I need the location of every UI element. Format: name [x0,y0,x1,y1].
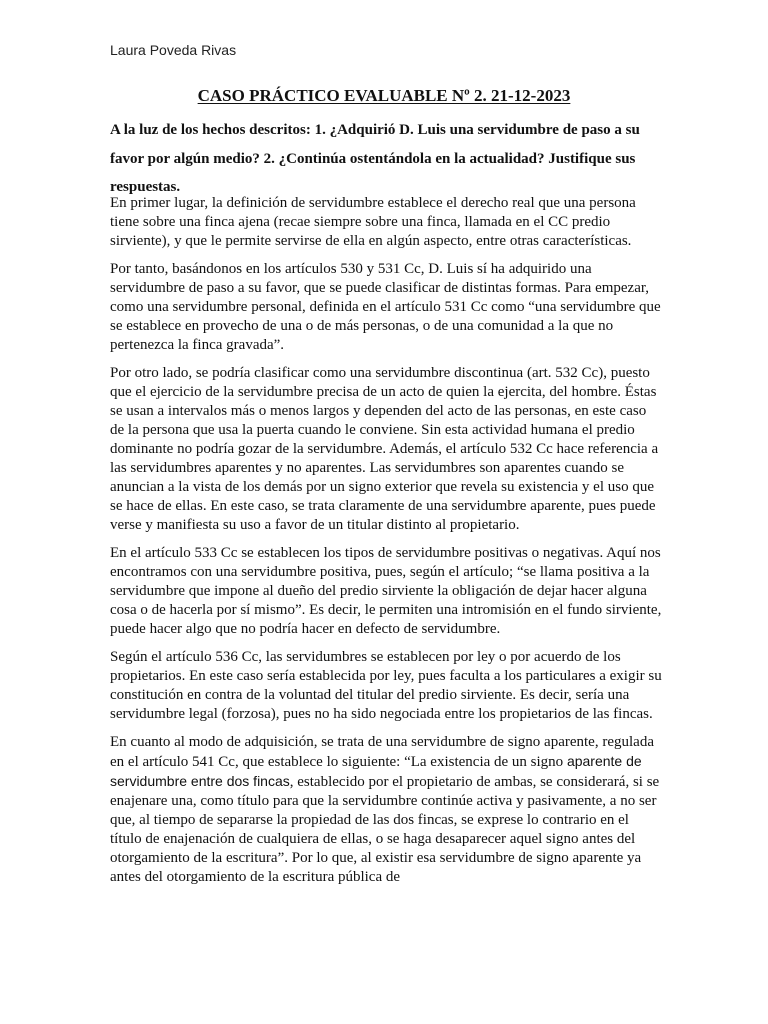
case-question: A la luz de los hechos descritos: 1. ¿Adquirió D. Luis una servidumbre de paso a su favor por algún medio? 2. ¿Continúa ostentándola en la actualidad? Justifique sus respuestas. [110,122,640,195]
document-title: CASO PRÁCTICO EVALUABLE Nº 2. 21-12-2023 [197,86,571,105]
document-body [110,194,662,896]
paragraph-4: En el artículo 533 Cc se establecen los tipos de servidumbre positivas o negativas. Aquí nos encontramos con una servidumbre positiva, pues, según el artículo; “se llama positiva a la servidumbre que impone al dueño del predio sirviente la obligación de dejar hacer alguna cosa o de hacerla por sí mismo”. Es decir, le permiten una intromisión en el fundo sirviente, puede hacer algo que no podría hacer en defecto de servidumbre. [110,545,662,637]
paragraph-6-part-2: aparente de servidumbre entre dos fincas [110,753,642,789]
paragraph-1: En primer lugar, la definición de servidumbre establece el derecho real que una persona tiene sobre una finca ajena (recae siempre sobre una finca, llamada en el CC predio sirviente), y que le permite servirse de ella en algún aspecto, entre otras características. [110,195,636,249]
paragraph-6-part-1: En cuanto al modo de adquisición, se trata de una servidumbre de signo aparente, regulada en el artículo 541 Cc, que establece lo siguiente: “La existencia de un signo [110,734,654,770]
paragraph-6 [110,733,662,887]
paragraph-3: Por otro lado, se podría clasificar como una servidumbre discontinua (art. 532 Cc), puesto que el ejercicio de la servidumbre precisa de un acto de quien la ejercita, del hombre. Éstas se usan a intervalos más o menos largos y dependen del acto de las personas, en este caso de la persona que usa la puerta cuando le conviene. Sin esta actividad humana el predio dominante no podría gozar de la servidumbre. Además, el artículo 532 Cc hace referencia a las servidumbres aparentes y no aparentes. Las servidumbres son aparentes cuando se anuncian a la vista de los demás por un signo exterior que revela su existencia y el uso que se hace de ellas. En este caso, se trata claramente de una servidumbre aparente, pues puede verse y manifiesta su uso a favor de un titular distinto al propietario. [110,365,659,533]
paragraph-5: Según el artículo 536 Cc, las servidumbres se establecen por ley o por acuerdo de los propietarios. En este caso sería establecida por ley, pues faculta a los particulares a exigir su constitución en contra de la voluntad del titular del predio sirviente. Es decir, sería una servidumbre legal (forzosa), pues no ha sido negociada entre los propietarios de las fincas. [110,649,662,722]
paragraph-6-part-3: , establecido por el propietario de ambas, se considerará, si se enajenare una, como título para que la servidumbre continúe activa y pasivamente, a no ser que, al tiempo de separarse la propiedad de las dos fincas, se exprese lo contrario en el título de enajenación de cualquiera de ellas, o se haga desaparecer aquel signo antes del otorgamiento de la escritura”. Por lo que, al existir esa servidumbre de signo aparente ya antes del otorgamiento de la escritura pública de [110,774,660,885]
paragraph-2: Por tanto, basándonos en los artículos 530 y 531 Cc, D. Luis sí ha adquirido una servidumbre de paso a su favor, que se puede clasificar de distintas formas. Para empezar, como una servidumbre personal, definida en el artículo 531 Cc como “una servidumbre que se establece en provecho de una o de más personas, o de una comunidad a la que no pertenezca la finca gravada”. [110,261,661,353]
author-name: Laura Poveda Rivas [110,42,237,58]
